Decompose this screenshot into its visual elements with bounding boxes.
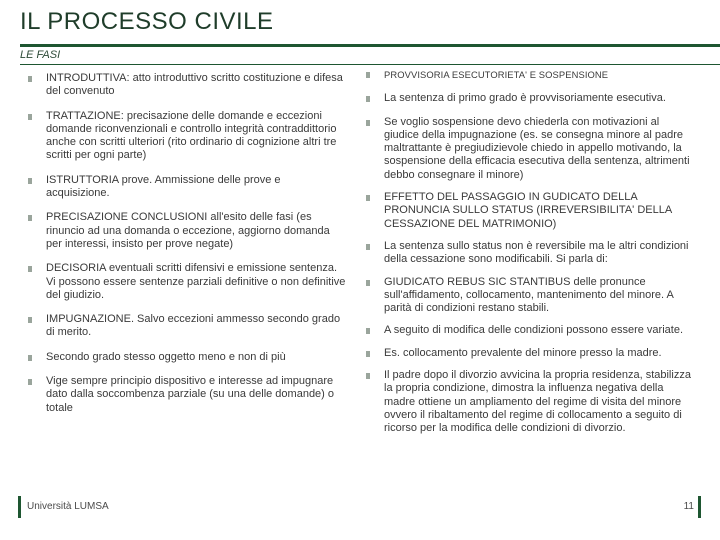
bullet-text: La sentenza sullo status non è reversibile ma le altri condizioni della cessazione sono modificabili. Si parla di: xyxy=(384,239,689,266)
bullet-item xyxy=(366,347,696,360)
bullet-icon xyxy=(28,379,32,385)
bullet-item xyxy=(366,369,696,435)
bullet-icon xyxy=(366,351,370,357)
bullet-icon xyxy=(28,215,32,221)
bullet-text: EFFETTO DEL PASSAGGIO IN GUDICATO DELLA PRONUNCIA SULLO STATUS (IRREVERSIBILITA' DELLA CESSAZIONE DEL MATRIMONIO) xyxy=(384,191,672,230)
bullet-item xyxy=(366,240,696,267)
bullet-text: TRATTAZIONE: precisazione delle domande e eccezioni domande riconvenzionali e controllo integrità contraddittorio anche con scritti ulteriori (rito ordinario di cognizione altri tre scritti per ogni parte) xyxy=(46,109,337,162)
bullet-text: A seguito di modifica delle condizioni possono essere variate. xyxy=(384,324,684,337)
bullet-item xyxy=(366,92,696,105)
bullet-icon xyxy=(366,244,370,250)
bullet-item xyxy=(28,174,346,201)
bullet-icon xyxy=(28,355,32,361)
bullet-item xyxy=(366,68,696,81)
bullet-icon xyxy=(28,114,32,120)
bullet-item xyxy=(366,276,696,316)
page-number: 11 xyxy=(683,501,694,512)
slide-subtitle: LE FASI xyxy=(20,49,61,61)
title-divider xyxy=(20,44,720,47)
bullet-text: GIUDICATO REBUS SIC STANTIBUS delle pronunce sull'affidamento, collocamento, mantenimento del minore. A parità di condizioni restano stabili. xyxy=(384,275,674,315)
bullet-item xyxy=(28,110,346,163)
bullet-icon xyxy=(28,317,32,323)
bullet-item xyxy=(28,211,346,251)
bullet-text: INTRODUTTIVA: atto introduttivo scritto costituzione e difesa del convenuto xyxy=(46,72,343,98)
bullet-icon xyxy=(366,195,370,201)
bullet-text: ISTRUTTORIA prove. Ammissione delle prove e acquisizione. xyxy=(46,173,281,200)
bullet-icon xyxy=(366,373,370,379)
bullet-heading: PROVVISORIA ESECUTORIETA' E SOSPENSIONE xyxy=(384,69,609,80)
bullet-icon xyxy=(366,96,370,102)
page-number-accent-bar xyxy=(698,496,701,518)
bullet-text: IMPUGNAZIONE. Salvo eccezioni ammesso secondo grado di merito. xyxy=(46,313,341,339)
bullet-icon xyxy=(28,178,32,184)
bullet-item xyxy=(366,116,696,182)
bullet-text: PRECISAZIONE CONCLUSIONI all'esito delle fasi (es rinuncio ad una domanda o eccezione, aggiorno domanda per interessi, insisto per prove negate) xyxy=(46,211,330,250)
slide-title: IL PROCESSO CIVILE xyxy=(20,8,274,35)
bullet-item xyxy=(28,72,346,99)
bullet-icon xyxy=(28,76,32,82)
bullet-item xyxy=(366,324,696,337)
right-column xyxy=(366,68,696,436)
bullet-text: Es. collocamento prevalente del minore presso la madre. xyxy=(384,346,662,359)
bullet-item xyxy=(28,262,346,302)
bullet-icon xyxy=(366,72,370,78)
bullet-item xyxy=(28,375,346,415)
bullet-icon xyxy=(366,280,370,286)
bullet-text: Il padre dopo il divorzio avvicina la propria residenza, stabilizza la propria condizione, dimostra la influenza negativa della madre ottiene un ampliamento del regime di visita del minore ovvero il ribaltamento del regime di collocamento a seguito di ricorso per la modifica delle condizioni di divorzio. xyxy=(384,369,691,435)
bullet-text: La sentenza di primo grado è provvisoriamente esecutiva. xyxy=(384,92,666,105)
left-column xyxy=(28,68,346,415)
footer-institution: Università LUMSA xyxy=(27,501,109,512)
bullet-text: Secondo grado stesso oggetto meno e non di più xyxy=(46,350,286,363)
bullet-item xyxy=(366,191,696,231)
bullet-text: DECISORIA eventuali scritti difensivi e emissione sentenza. Vi possono essere sentenze parziali definitive o non definitive del giudizio. xyxy=(46,262,346,301)
subtitle-divider xyxy=(20,64,720,65)
bullet-icon xyxy=(28,266,32,272)
bullet-text: Vige sempre principio dispositivo e interesse ad impugnare dato dalla soccombenza parziale (su una delle domande) o totale xyxy=(46,375,335,414)
bullet-icon xyxy=(366,328,370,334)
bullet-icon xyxy=(366,120,370,126)
bullet-item xyxy=(28,351,346,364)
footer-accent-bar xyxy=(18,496,21,518)
bullet-text: Se voglio sospensione devo chiederla con motivazioni al giudice della impugnazione (es. se consegna minore al padre maltrattante è pregiudizievole chiedo in appello motivando, la sospensione della efficacia esecutiva della sentenza, altrimenti debbo consegnare il minore) xyxy=(384,115,690,181)
bullet-item xyxy=(28,313,346,340)
